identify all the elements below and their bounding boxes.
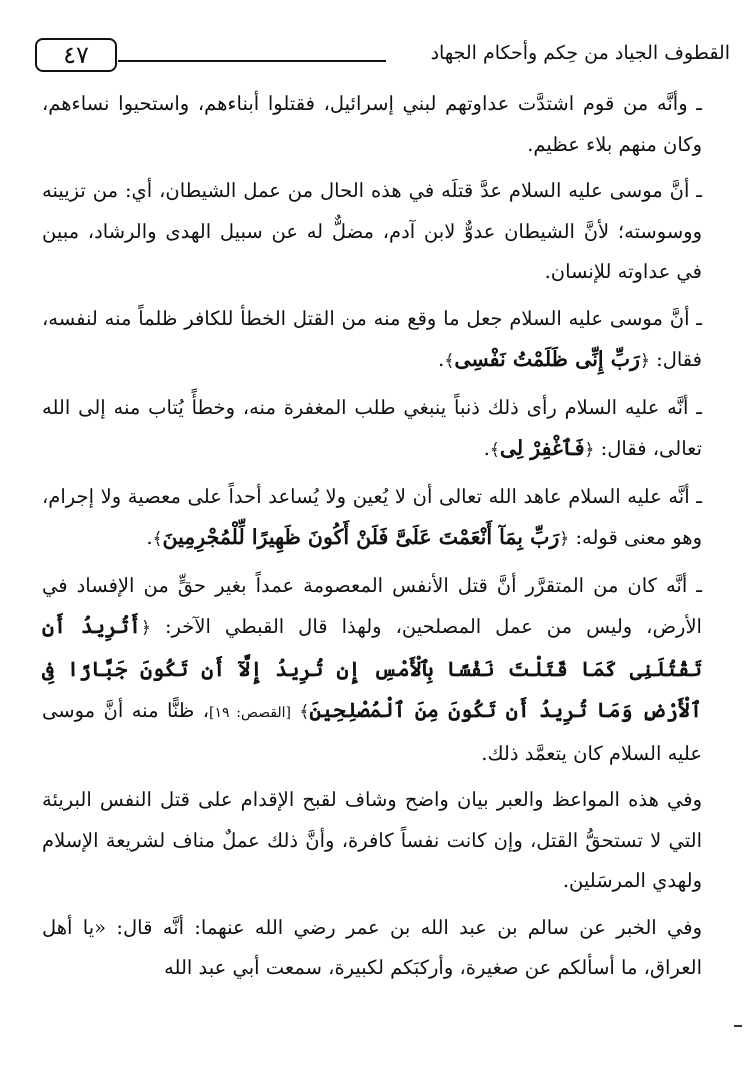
paragraph-4-end: . (483, 437, 490, 460)
quran-verse-1: رَبِّ إِنِّى ظَلَمْتُ نَفْسِى (454, 347, 640, 371)
quote-open-bracket: ﴿ (639, 351, 650, 371)
paragraph-5 (42, 477, 702, 560)
quote-open-bracket: ﴿ (584, 440, 595, 460)
page-header (30, 38, 730, 78)
quran-verse-4: أَتُرِيدُ أَن تَقْتُلَنِى كَمَا قَتَلْتَ نَفْسًا بِٱلْأَمْسِ إِن تُرِيدُ إِلَّآ أَن تَكُونَ جَبَّارًا فِى ٱلْأَرْضِ وَمَا تُرِيدُ أَن تَكُونَ مِنَ ٱلْمُصْلِحِينَ (42, 614, 702, 722)
paragraph-2: ـ أنَّ موسى عليه السلام عدَّ قتلَه في هذه الحال من عمل الشيطان، أي: من تزيينه ووسوسته؛ لأنَّ الشيطان عدوٌّ لابن آدم، مضلٌّ له عن سبيل الهدى والرشاد، مبين في عداوته للإنسان. (42, 179, 702, 283)
paragraph-3-end: . (438, 348, 445, 371)
paragraph-5-text: ـ أنَّه عليه السلام عاهد الله تعالى أن لا يُعين ولا يُساعد أحداً على معصية ولا إجرام، وهو معنى قوله: (42, 484, 702, 549)
paragraph-3 (42, 299, 702, 382)
paragraph-6 (42, 566, 702, 775)
header-rule (118, 60, 386, 62)
margin-mark (734, 1025, 742, 1027)
quote-open-bracket: ﴿ (141, 618, 151, 638)
quote-close-bracket: ﴾ (299, 702, 310, 722)
paragraph-5-end: . (146, 526, 153, 549)
page-number: ٤٧ (35, 38, 117, 72)
verse-reference: [القصص: ١٩] (209, 705, 291, 721)
paragraph-6-text: ـ أنَّه كان من المتقرَّر أنَّ قتل الأنفس المعصومة عمداً بغير حقٍّ من الإفساد في الأرض، وليس من عمل المصلحين، ولهذا قال القبطي الآخر: (42, 573, 702, 638)
quote-close-bracket: ﴾ (489, 440, 500, 460)
quote-close-bracket: ﴾ (152, 529, 163, 549)
paragraph-7: وفي هذه المواعظ والعبر بيان واضح وشاف لقبح الإقدام على قتل النفس البريئة التي لا تستحقُّ القتل، وإن كانت نفساً كافرة، وأنَّ ذلك عملٌ مناف لشريعة الإسلام ولهدي المرسَلين. (42, 788, 702, 892)
paragraph-6-end: ، ظنًّا منه أنَّ موسى عليه السلام كان يتعمَّد ذلك. (42, 699, 702, 765)
quran-verse-3: رَبِّ بِمَآ أَنْعَمْتَ عَلَىَّ فَلَنْ أَكُونَ ظَهِيرًا لِّلْمُجْرِمِينَ (162, 525, 560, 549)
quran-verse-2: فَٱغْفِرْ لِى (499, 436, 585, 460)
paragraph-8: وفي الخبر عن سالم بن عبد الله بن عمر رضي الله عنهما: أنَّه قال: «يا أهل العراق، ما أسألكم عن صغيرة، وأركبَكم لكبيرة، سمعت أبي عبد الله (42, 915, 702, 979)
quote-open-bracket: ﴿ (559, 529, 570, 549)
page-body (42, 84, 702, 995)
paragraph-3-text: ـ أنَّ موسى عليه السلام جعل ما وقع منه من القتل الخطأ للكافر ظلماً منه لنفسه، فقال: (42, 306, 702, 371)
quote-close-bracket: ﴾ (444, 351, 455, 371)
running-title: القطوف الجياد من حِكم وأحكام الجهاد (430, 42, 730, 64)
paragraph-4-text: ـ أنَّه عليه السلام رأى ذلك ذنباً ينبغي طلب المغفرة منه، وخطأً يُتاب منه إلى الله تعالى، فقال: (42, 395, 702, 460)
paragraph-4 (42, 388, 702, 471)
paragraph-1: ـ وأنَّه من قوم اشتدَّت عداوتهم لبني إسرائيل، فقتلوا أبناءهم، واستحيوا نساءهم، وكان منهم بلاء عظيم. (42, 92, 702, 156)
